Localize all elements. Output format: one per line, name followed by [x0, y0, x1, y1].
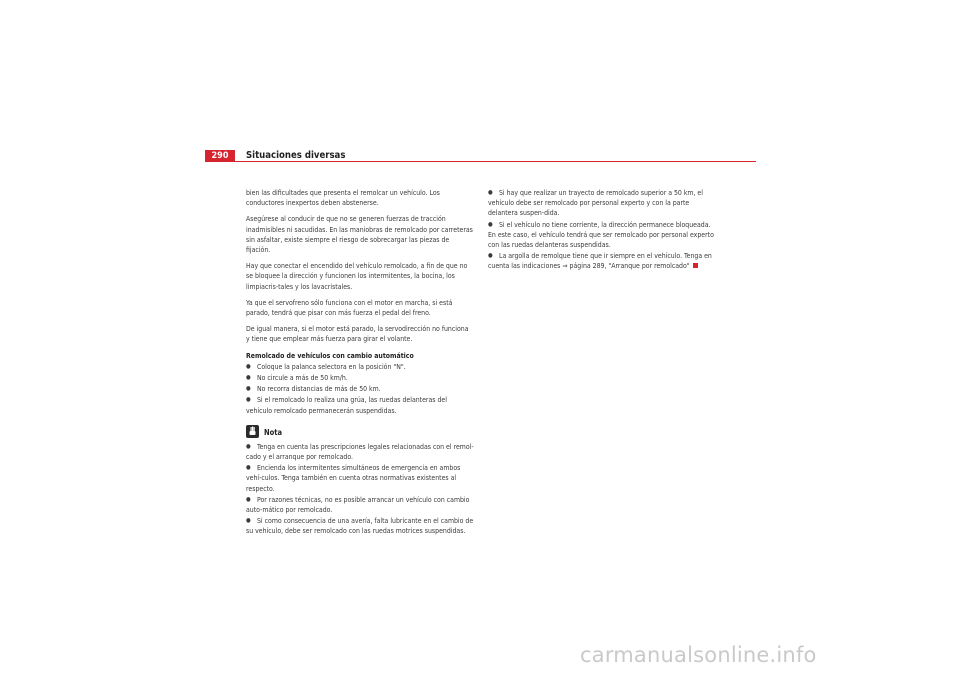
header-divider	[205, 161, 756, 162]
list-item: ● Si el vehículo no tiene corriente, la dirección permanece bloqueada. En este caso, el vehículo tendrá que ser remolcado por personal experto con las ruedas delanteras suspendidas.	[488, 220, 714, 250]
info-note-icon	[246, 425, 259, 438]
bullet-icon: ●	[488, 220, 493, 228]
list-item: ● Si hay que realizar un trayecto de remolcado superior a 50 km, el vehículo debe ser remolcado por personal experto y con la parte delantera suspen-dida.	[488, 189, 703, 218]
bullet-icon: ●	[246, 385, 251, 393]
bullet-icon: ●	[246, 374, 251, 382]
list-item: ● Si el remolcado lo realiza una grúa, las ruedas delanteras del vehículo remolcado permanecerán suspendidas.	[246, 396, 447, 415]
paragraph: bien las dificultades que presenta el remolcar un vehículo. Los conductores inexpertos deben abstenerse.	[246, 189, 440, 208]
bullet-icon: ●	[488, 252, 493, 260]
right-column	[488, 188, 720, 273]
list-item	[488, 251, 720, 271]
list-item: ● Tenga en cuenta las prescripciones legales relacionadas con el remol-cado y el arranque por remolcado.	[246, 442, 474, 462]
paragraph: Ya que el servofreno sólo funciona con el motor en marcha, si está parado, tendrá que pisar con más fuerza el pedal del freno.	[246, 298, 453, 318]
bullet-icon: ●	[246, 362, 251, 370]
list-item: ● Encienda los intermitentes simultáneos de emergencia en ambos vehí-culos. Tenga también en cuenta otras normativas existentes al respecto.	[246, 464, 461, 493]
nota-header	[246, 425, 474, 438]
nota-label: Nota	[264, 427, 283, 437]
bullet-icon: ●	[488, 189, 493, 196]
paragraph: Hay que conectar el encendido del vehículo remolcado, a fin de que no se bloquee la dirección y funcionen los intermitentes, la bocina, los limpiacris-tales y los lavacristales.	[246, 262, 468, 291]
list-item: ● Si como consecuencia de una avería, falta lubricante en el cambio de su vehículo, debe ser remolcado con las ruedas motrices suspendidas.	[246, 517, 474, 536]
bullet-icon: ●	[246, 464, 251, 472]
left-column	[246, 188, 474, 538]
page-number: 290	[205, 150, 235, 162]
bullet-icon: ●	[246, 442, 251, 450]
bullet-icon: ●	[246, 495, 251, 503]
list-item: ● Coloque la palanca selectora en la posición "N".	[246, 362, 406, 371]
paragraph: De igual manera, si el motor está parado, la servodirección no funciona y tiene que emplear más fuerza para girar el volante.	[246, 325, 469, 344]
bullet-icon: ●	[246, 396, 251, 404]
list-item: ● Por razones técnicas, no es posible arrancar un vehículo con cambio auto-mático por remolcado.	[246, 495, 470, 515]
paragraph: Asegúrese al conducir de que no se generen fuerzas de tracción inadmisibles ni sacudidas. En las maniobras de remolcado por carreteras sin asfaltar, existe siempre el riesgo de sobrecargar las piezas de fijación.	[246, 215, 473, 255]
cross-reference[interactable]: La argolla de remolque tiene que ir siempre en el vehículo. Tenga en cuenta las indicaciones ⇒ página 289, "Arranque por remolcado"	[488, 252, 712, 271]
watermark: carmanualsonline.info	[580, 643, 817, 667]
list-item: ● No recorra distancias de más de 50 km.	[246, 385, 381, 394]
subheading-automatic: Remolcado de vehículos con cambio automático	[246, 351, 414, 360]
bullet-icon: ●	[246, 517, 251, 525]
list-item: ● No circule a más de 50 km/h.	[246, 374, 348, 383]
section-title: Situaciones diversas	[246, 150, 346, 161]
end-marker-icon	[693, 263, 698, 268]
